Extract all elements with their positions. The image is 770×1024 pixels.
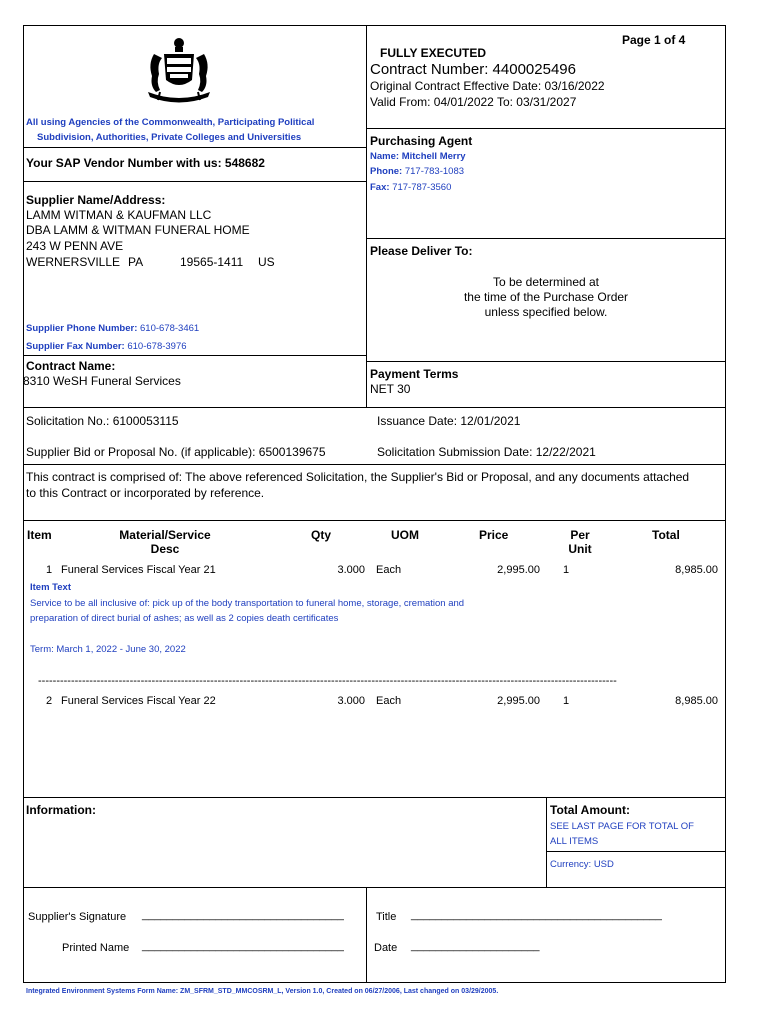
payment-terms-heading: Payment Terms: [370, 367, 459, 381]
agent-phone: [370, 166, 464, 177]
contract-name-value: 8310 WeSH Funeral Services: [23, 374, 181, 388]
border-right: [725, 25, 726, 983]
agencies-note-line2: Subdivision, Authorities, Private Colleges and Universities: [37, 132, 302, 143]
date-label: Date: [374, 942, 398, 954]
row2-total: 8,985.00: [675, 695, 718, 707]
deliver-line2: the time of the Purchase Order: [463, 290, 629, 304]
supplier-fax: [26, 341, 187, 352]
supplier-phone: [26, 323, 199, 334]
supplier-signature-label: Supplier's Signature: [28, 911, 127, 923]
column-header-desc: [100, 528, 230, 556]
supplier-zip: 19565-1411: [180, 255, 244, 269]
total-amount-note-line1: SEE LAST PAGE FOR TOTAL OF: [550, 821, 694, 832]
column-header-desc-line1: Material/Service: [119, 528, 211, 542]
divider-currency: [546, 851, 726, 852]
agent-fax: [370, 182, 451, 193]
column-header-per: Per: [570, 528, 590, 542]
total-amount-note-line2: ALL ITEMS: [550, 836, 599, 847]
supplier-line3: 243 W PENN AVE: [26, 239, 124, 253]
agent-name-label: Name:: [370, 151, 402, 162]
information-heading: Information:: [26, 803, 96, 817]
deliver-heading: Please Deliver To:: [370, 244, 473, 258]
deliver-line1: To be determined at: [492, 275, 600, 289]
divider-payment-top: [366, 361, 726, 362]
supplier-line1: LAMM WITMAN & KAUFMAN LLC: [26, 208, 212, 222]
title-label: Title: [376, 911, 397, 923]
valid-dates: Valid From: 04/01/2022 To: 03/31/2027: [370, 95, 577, 109]
supplier-bid-number: Supplier Bid or Proposal No. (if applicable): 6500139675: [26, 445, 326, 459]
row2-uom: Each: [376, 695, 402, 707]
supplier-city: WERNERSVILLE: [26, 255, 121, 269]
divider-right-top: [366, 128, 726, 129]
issuance-date: Issuance Date: 12/01/2021: [377, 414, 521, 428]
supplier-fax-value: 610-678-3976: [127, 341, 187, 352]
row2-qty: 3.000: [337, 695, 365, 707]
printed-name-line[interactable]: _________________________________: [142, 940, 344, 952]
border-top: [23, 25, 726, 26]
divider-right-agent: [366, 238, 726, 239]
row1-qty: 3.000: [337, 564, 365, 576]
divider-total-vertical: [546, 797, 547, 888]
row1-per: 1: [563, 564, 570, 576]
contract-name-heading: Contract Name:: [26, 359, 116, 373]
divider-left-vendor-bottom: [23, 181, 367, 182]
row1-num: 1: [46, 564, 53, 576]
column-header-item: Item: [27, 528, 52, 542]
column-header-per-unit: [560, 528, 600, 556]
payment-terms-value: NET 30: [370, 382, 411, 396]
supplier-country: US: [258, 255, 275, 269]
column-header-qty: Qty: [311, 528, 332, 542]
row2-per: 1: [563, 695, 570, 707]
submission-date: Solicitation Submission Date: 12/22/2021: [377, 445, 596, 459]
vendor-number: Your SAP Vendor Number with us: 548682: [26, 156, 265, 170]
agent-fax-label: Fax:: [370, 182, 393, 193]
border-left: [23, 25, 24, 983]
supplier-phone-value: 610-678-3461: [140, 323, 200, 334]
printed-name-label: Printed Name: [62, 942, 130, 954]
row2-num: 2: [46, 695, 53, 707]
title-line[interactable]: _________________________________________: [411, 909, 662, 921]
row-separator: --------------------------------------------------------------------------------------------------------------------------------------------------------------: [38, 675, 617, 687]
total-amount-heading: Total Amount:: [550, 803, 630, 817]
divider-information-top: [23, 797, 726, 798]
divider-header-vertical: [366, 25, 367, 408]
comprised-line2: to this Contract or incorporated by reference.: [26, 486, 265, 500]
row1-desc: Funeral Services Fiscal Year 21: [61, 564, 216, 576]
column-header-desc-line2: Desc: [150, 542, 180, 556]
purchasing-agent-heading: Purchasing Agent: [370, 134, 473, 148]
currency: Currency: USD: [550, 859, 614, 870]
agencies-note-line1: All using Agencies of the Commonwealth, Participating Political: [26, 117, 315, 128]
form-footer: Integrated Environment Systems Form Name: ZM_SFRM_STD_MMCOSRM_L, Version 1.0, Created on 06/27/2006, Last changed on 03/29/2005.: [26, 988, 499, 995]
status-fully-executed: FULLY EXECUTED: [380, 46, 487, 60]
agent-phone-label: Phone:: [370, 166, 405, 177]
solicitation-number: Solicitation No.: 6100053115: [26, 414, 179, 428]
supplier-phone-label: Supplier Phone Number:: [26, 323, 141, 334]
column-header-price: Price: [479, 528, 509, 542]
original-effective-date: Original Contract Effective Date: 03/16/2022: [370, 79, 605, 93]
supplier-line2: DBA LAMM & WITMAN FUNERAL HOME: [26, 223, 250, 237]
item-text-line2: preparation of direct burial of ashes; as well as 2 copies death certificates: [30, 613, 339, 624]
divider-signature-top: [23, 887, 726, 888]
border-bottom: [23, 982, 726, 983]
divider-signature-vertical: [366, 887, 367, 983]
divider-solicitation-top: [23, 407, 726, 408]
divider-table-top: [23, 520, 726, 521]
date-line[interactable]: _____________________: [411, 940, 540, 952]
row1-uom: Each: [376, 564, 402, 576]
divider-left-vendor-top: [23, 147, 367, 148]
row1-price: 2,995.00: [497, 564, 540, 576]
page-number: Page 1 of 4: [622, 33, 686, 47]
supplier-heading: Supplier Name/Address:: [26, 193, 166, 207]
item-text-label: Item Text: [30, 582, 72, 593]
agent-fax-value: 717-787-3560: [392, 182, 452, 193]
row2-desc: Funeral Services Fiscal Year 22: [61, 695, 216, 707]
divider-comprised-top: [23, 464, 726, 465]
divider-contract-name-top: [23, 355, 367, 356]
item-term: Term: March 1, 2022 - June 30, 2022: [30, 644, 186, 655]
agent-phone-value: 717-783-1083: [404, 166, 465, 177]
row2-price: 2,995.00: [497, 695, 540, 707]
column-header-uom: UOM: [391, 528, 419, 542]
row1-total: 8,985.00: [675, 564, 718, 576]
agent-name-value: Mitchell Merry: [401, 151, 466, 162]
deliver-line3: unless specified below.: [484, 305, 608, 319]
item-text-line1: Service to be all inclusive of: pick up of the body transportation to funeral home, storage, cremation and: [30, 598, 465, 609]
supplier-signature-line[interactable]: _________________________________: [142, 909, 344, 921]
agent-name: [370, 151, 466, 162]
column-header-total: Total: [652, 528, 680, 542]
contract-number: Contract Number: 4400025496: [370, 61, 576, 78]
supplier-state: PA: [128, 255, 144, 269]
comprised-line1: This contract is comprised of: The above referenced Solicitation, the Supplier's Bid or Proposal, and any documents attached: [26, 470, 690, 484]
supplier-fax-label: Supplier Fax Number:: [26, 341, 128, 352]
commonwealth-seal-logo: [140, 36, 218, 104]
column-header-unit: Unit: [568, 542, 592, 556]
